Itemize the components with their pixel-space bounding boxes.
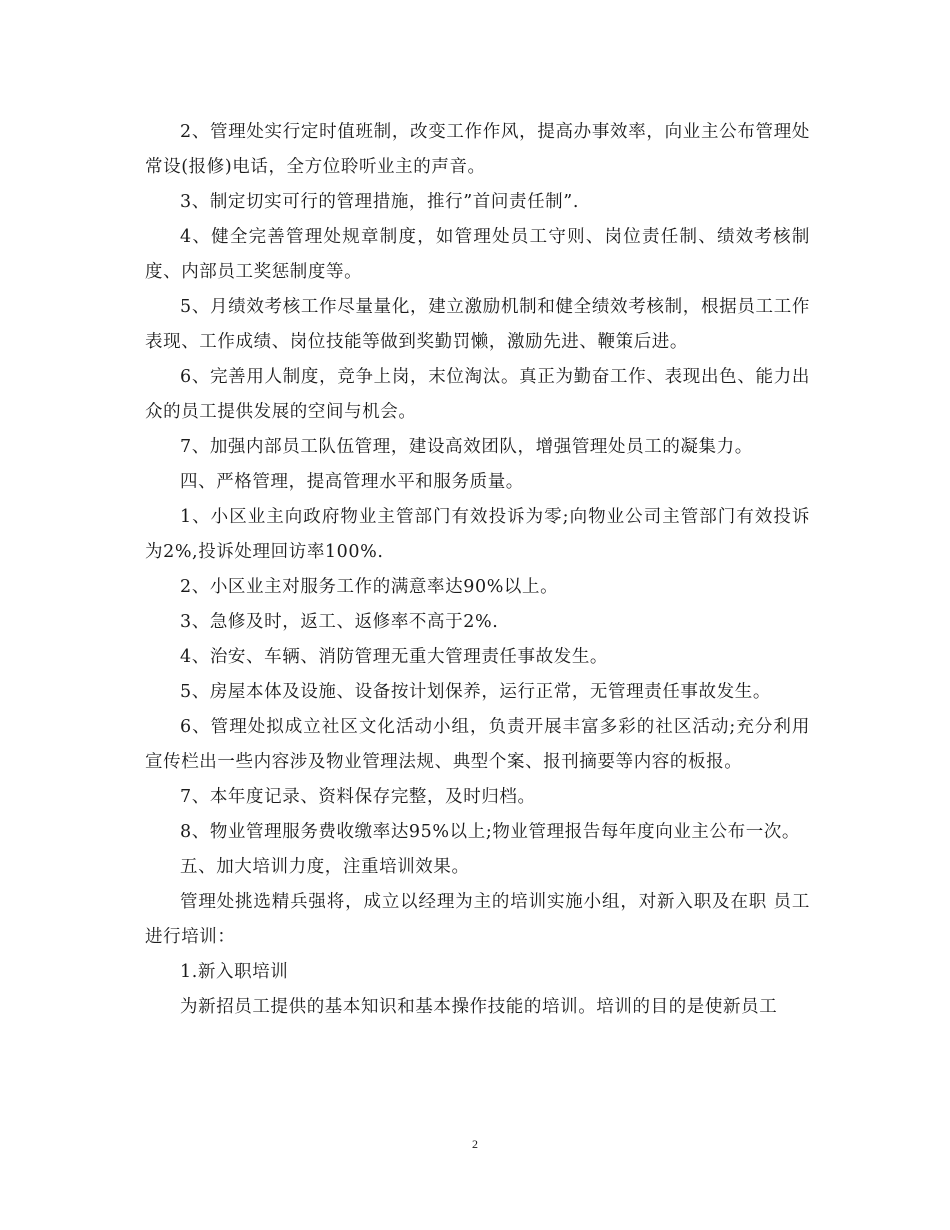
paragraph-10: 4、治安、车辆、消防管理无重大管理责任事故发生。 [180, 647, 609, 667]
paragraph-5: 6、完善用人制度，竞争上岗，末位淘汰。真正为勤奋工作、表现出色、能力出众的员工提供发展的空间与机会。 [145, 367, 810, 422]
subheading-new-hire-training: 1.新入职培训 [180, 962, 289, 982]
page-number: 2 [472, 1137, 478, 1151]
paragraph-14: 8、物业管理服务费收缴率达95%以上;物业管理报告每年度向业主公布一次。 [180, 822, 801, 842]
section-heading-5: 五、加大培训力度，注重培训效果。 [180, 857, 470, 877]
paragraph-13: 7、本年度记录、资料保存完整，及时归档。 [180, 787, 536, 807]
paragraph-6: 7、加强内部员工队伍管理，建设高效团队，增强管理处员工的凝集力。 [180, 437, 753, 457]
paragraph-4: 5、月绩效考核工作尽量量化，建立激励机制和健全绩效考核制，根据员工工作表现、工作成绩、岗位技能等做到奖勤罚懒，激励先进、鞭策后进。 [145, 297, 810, 352]
paragraph-1: 2、管理处实行定时值班制，改变工作作风，提高办事效率，向业主公布管理处常设(报修)电话，全方位聆听业主的声音。 [145, 122, 810, 177]
paragraph-11: 5、房屋本体及设施、设备按计划保养，运行正常，无管理责任事故发生。 [180, 682, 771, 702]
document-body [145, 115, 810, 1025]
paragraph-16: 为新招员工提供的基本知识和基本操作技能的培训。培训的目的是使新员工 [180, 997, 778, 1017]
paragraph-9: 3、急修及时，返工、返修率不高于2%. [180, 612, 499, 632]
paragraph-2: 3、制定切实可行的管理措施，推行”首问责任制”. [180, 192, 579, 212]
section-heading-4: 四、严格管理，提高管理水平和服务质量。 [180, 472, 524, 492]
paragraph-12: 6、管理处拟成立社区文化活动小组，负责开展丰富多彩的社区活动;充分利用宣传栏出一些内容涉及物业管理法规、典型个案、报刊摘要等内容的板报。 [145, 717, 810, 772]
paragraph-8: 2、小区业主对服务工作的满意率达90%以上。 [180, 577, 559, 597]
paragraph-7: 1、小区业主向政府物业主管部门有效投诉为零;向物业公司主管部门有效投诉为2%,投诉处理回访率100%. [145, 507, 810, 562]
paragraph-15: 管理处挑选精兵强将，成立以经理为主的培训实施小组，对新入职及在职 员工进行培训： [145, 892, 810, 947]
paragraph-3: 4、健全完善管理处规章制度，如管理处员工守则、岗位责任制、绩效考核制度、内部员工奖惩制度等。 [145, 227, 810, 282]
